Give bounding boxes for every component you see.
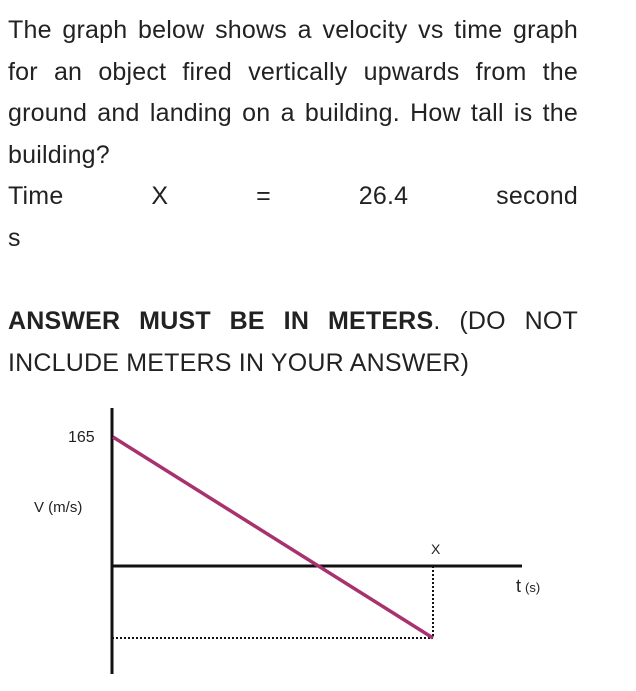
x-axis-unit: (s) — [525, 580, 541, 595]
velocity-line — [113, 437, 433, 638]
velocity-time-graph — [0, 400, 636, 691]
question-text-block — [8, 10, 578, 384]
time-variable: X — [151, 182, 169, 210]
time-label: Time — [8, 182, 64, 210]
question-paragraph: The graph below shows a velocity vs time graph for an object fired vertically upwards from the ground and landing on a building. How tall is the building? — [8, 16, 578, 169]
y-axis-label: V (m/s) — [34, 499, 83, 516]
x-axis-label: t (s) — [516, 576, 541, 596]
answer-instruction — [8, 301, 578, 384]
time-value: 26.4 — [358, 182, 409, 210]
answer-instruction-rest: . (DO NOT INCLUDE METERS IN YOUR ANSWER) — [8, 307, 579, 377]
x-marker-label: X — [431, 541, 441, 557]
time-unit-part2: s — [8, 223, 21, 252]
y-tick-165: 165 — [68, 429, 95, 446]
equals-sign: = — [256, 182, 271, 210]
time-row — [8, 176, 578, 218]
time-unit-part1: second — [496, 182, 578, 210]
answer-instruction-bold: ANSWER MUST BE IN METERS — [8, 307, 434, 335]
